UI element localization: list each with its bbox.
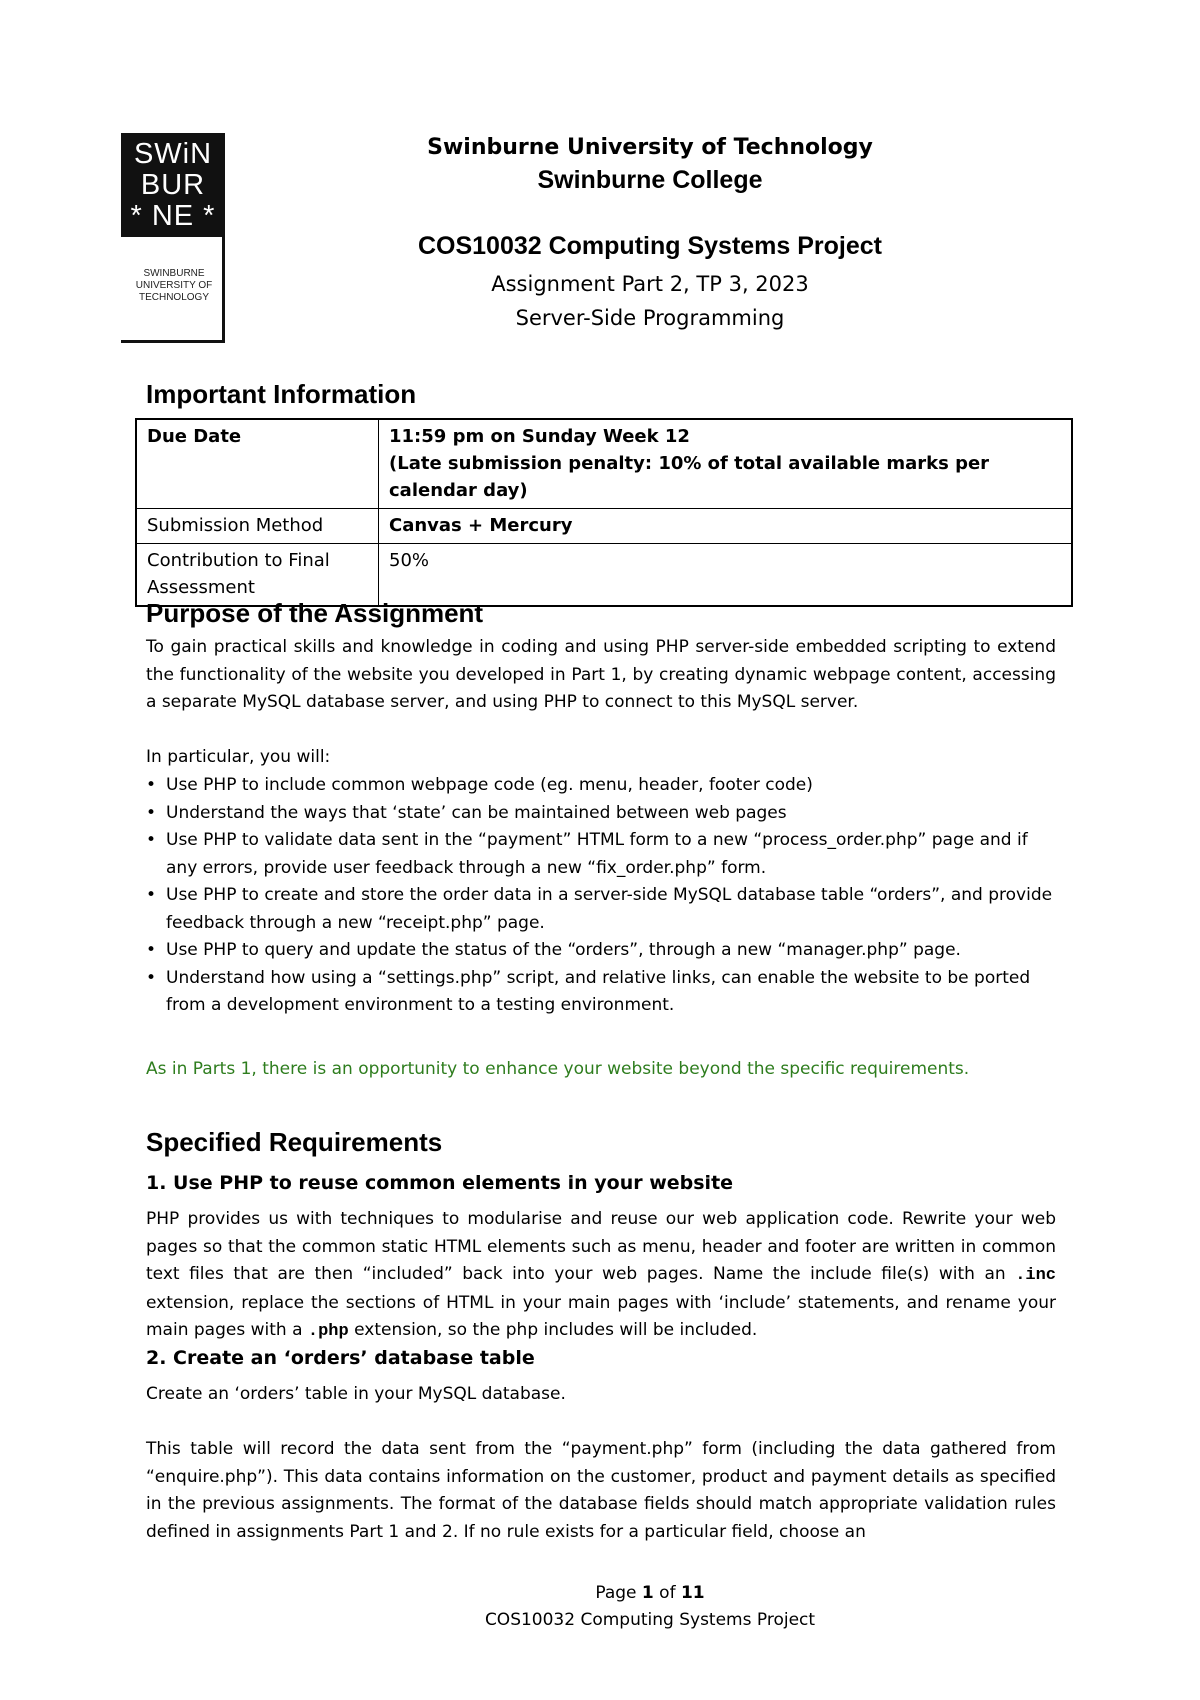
logo-subtext: SWINBURNE UNIVERSITY OF TECHNOLOGY [135,268,213,303]
footer-course: COS10032 Computing Systems Project [484,1610,816,1630]
late-penalty-line: (Late submission penalty: 10% of total available marks per calendar day) [389,453,990,501]
submission-method-value: Canvas + Mercury [379,509,1073,544]
purpose-bullet-list [126,772,1056,1020]
swinburne-logo [121,133,225,237]
list-item: • Understand how using a “settings.php” script, and relative links, can enable the website to be ported from a development environment to a testing environment. [146,967,1031,1015]
list-item: • Understand the ways that ‘state’ can be maintained between web pages [146,802,787,823]
university-name: Swinburne University of Technology [427,135,873,160]
college-name: Swinburne College [537,166,763,194]
assignment-label: Assignment Part 2, TP 3, 2023 [491,272,809,296]
total-pages: 11 [680,1583,705,1603]
important-info-table [135,418,1073,607]
page-of: of [653,1583,681,1603]
bullet-text: Use PHP to create and store the order data in a server-side MySQL database table “orders”, and provide feedback through a new “receipt.php” page. [166,885,1053,933]
topic-label: Server-Side Programming [515,306,785,330]
current-page: 1 [641,1583,654,1603]
bullet-text: Understand how using a “settings.php” script, and relative links, can enable the website to be ported from a development environment to a testing environment. [166,967,1031,1015]
page-number [330,1583,970,1603]
list-item: • Use PHP to include common webpage code (eg. menu, header, footer code) [146,775,813,795]
list-item: • Use PHP to create and store the order data in a server-side MySQL database table “orders”, and provide feedback through a new “receipt.php” page. [146,885,1053,933]
requirement-2-title: 2. Create an ‘orders’ database table [146,1347,535,1369]
due-date-line: 11:59 pm on Sunday Week 12 [389,426,690,447]
course-title: COS10032 Computing Systems Project [417,232,883,260]
bullet-text: Use PHP to validate data sent in the “payment” HTML form to a new “process_order.php” page and if any errors, provide user feedback through a new “fix_order.php” form. [166,830,1028,878]
inc-extension: .inc [1015,1266,1056,1285]
req1-text: PHP provides us with techniques to modularise and reuse our web application code. Rewrite your web pages so that the common static HTML elements such as menu, header and footer are written in common text files that are then “included” back into your web pages. Name the include file(s) with an [146,1209,1056,1284]
purpose-lead: In particular, you will: [146,747,331,767]
list-item: • Use PHP to validate data sent in the “payment” HTML form to a new “process_order.php” page and if any errors, provide user feedback through a new “fix_order.php” form. [146,830,1028,878]
due-date-label: Due Date [136,419,379,509]
purpose-intro: To gain practical skills and knowledge in coding and using PHP server-side embedded scripting to extend the functionality of the website you developed in Part 1, by creating dynamic webpage content, accessing a separate MySQL database server, and using PHP to connect to this MySQL server. [146,637,1056,712]
requirement-2-body: This table will record the data sent from the “payment.php” form (including the data gathered from “enquire.php”). This data contains information on the customer, product and payment details as specified in the previous assignments. The format of the database fields should match appropriate validation rules defined in assignments Part 1 and 2. If no rule exists for a particular field, choose an [146,1439,1056,1542]
bullet-text: Understand the ways that ‘state’ can be maintained between web pages [166,802,787,823]
table-row [136,509,1072,544]
submission-method-label: Submission Method [136,509,379,544]
requirement-1-body [146,1206,1056,1346]
php-extension: .php [307,1322,349,1341]
bullet-text: Use PHP to query and update the status of the “orders”, through a new “manager.php” page. [166,940,961,960]
enhancement-note: As in Parts 1, there is an opportunity to enhance your website beyond the specific requirements. [146,1059,970,1079]
requirement-1-title: 1. Use PHP to reuse common elements in your website [146,1172,734,1194]
logo-wordmark-line: SWiN [133,138,213,170]
contribution-value: 50% [379,544,1073,607]
list-item: • Use PHP to query and update the status of the “orders”, through a new “manager.php” page. [146,940,961,960]
req1-text: extension, so the php includes will be included. [348,1320,758,1340]
due-date-value [379,419,1073,509]
requirement-2-intro: Create an ‘orders’ table in your MySQL database. [146,1384,566,1404]
table-row [136,544,1072,607]
logo-wordmark-line: * NE * [130,200,216,232]
logo-wordmark-line: BUR [140,169,206,201]
page-prefix: Page [595,1583,642,1603]
important-info-heading: Important Information [146,379,417,409]
requirements-heading: Specified Requirements [146,1127,443,1157]
bullet-text: Use PHP to include common webpage code (eg. menu, header, footer code) [166,775,813,795]
table-row [136,419,1072,509]
req1-text: extension, replace the sections of HTML in your main pages with ‘include’ statements, and rename your main pages with a [146,1292,1056,1340]
purpose-heading: Purpose of the Assignment [146,598,484,628]
contribution-label: Contribution to Final Assessment [136,544,379,607]
